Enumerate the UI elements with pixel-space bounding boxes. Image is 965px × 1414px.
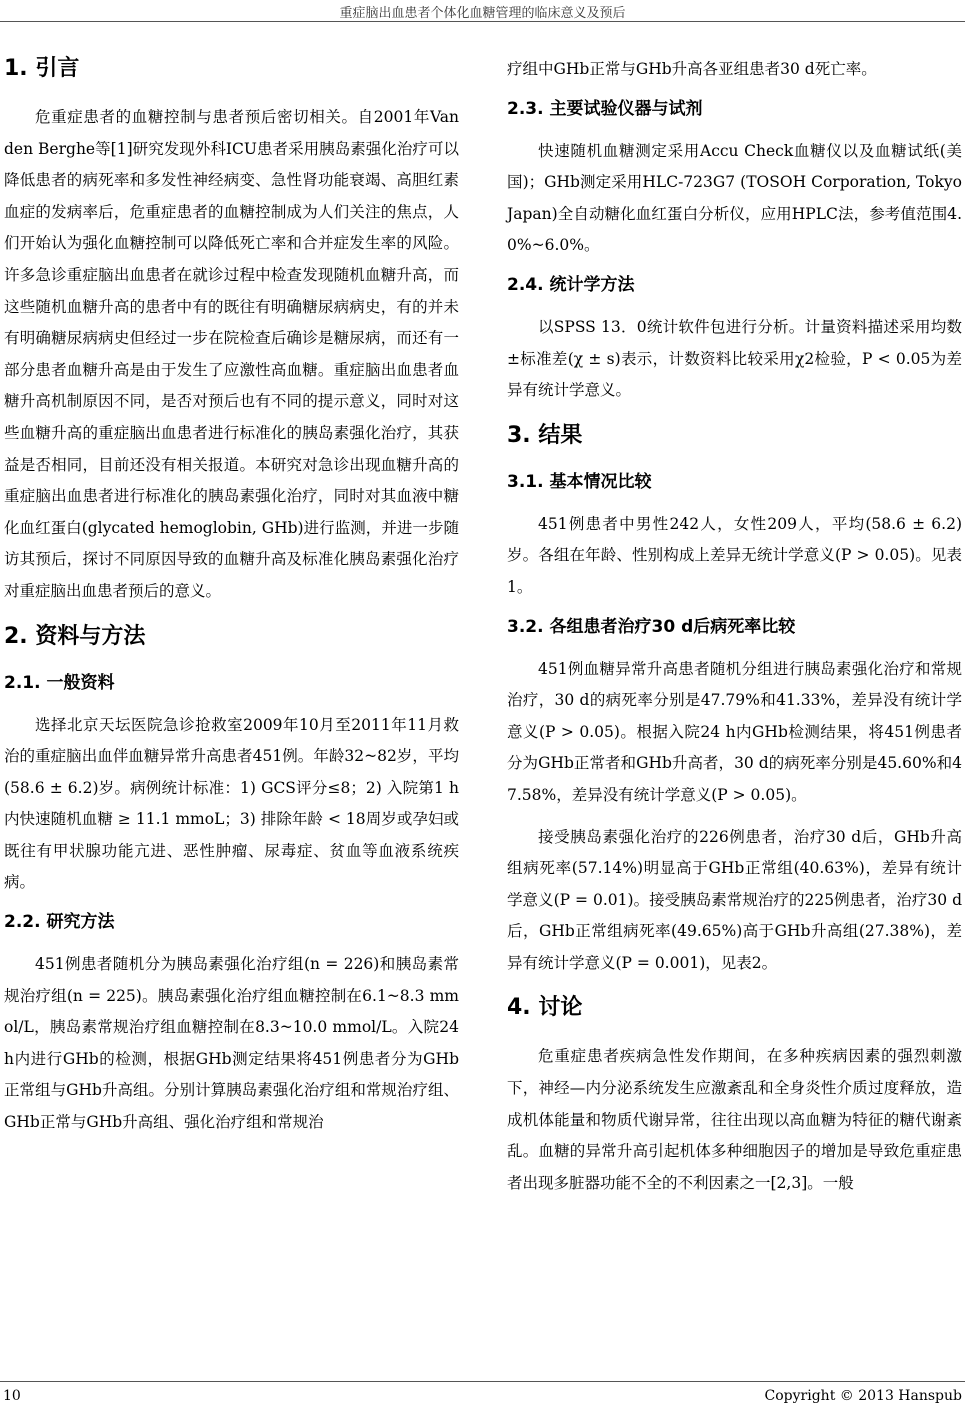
page-number: 10 [3,1388,21,1404]
footer-divider [0,1381,965,1382]
copyright-notice: Copyright © 2013 Hanspub [764,1388,962,1404]
section-2-heading: 2. 资料与方法 [4,623,146,649]
right-column [507,40,962,1209]
discussion-paragraph: 危重症患者疾病急性发作期间，在多种疾病因素的强烈刺激下，神经—内分泌系统发生应激紊乱和全身炎性介质过度释放，造成机体能量和物质代谢异常，往往出现以高血糖为特征的糖代谢紊乱。血糖的异常升高引起机体多种细胞因子的增加是导致危重症患者出现多脏器功能不全的不利因素之一[2,3]。一般 [507,1047,962,1192]
section-3-2-heading: 3.2. 各组患者治疗30 d后病死率比较 [507,616,796,637]
header-divider [0,21,965,22]
mortality-paragraph-2: 接受胰岛素强化治疗的226例患者，治疗30 d后，GHb升高组病死率(57.14%)明显高于GHb正常组(40.63%)，差异有统计学意义(P = 0.01)。接受胰岛素常规治疗的225例患者，治疗30 d后，GHb正常组病死率(49.65%)高于GHb升高组(27.38%)，差异有统计学意义(P = 0.001)，见表2。 [507,827,962,972]
general-data-paragraph: 选择北京天坛医院急诊抢救室2009年10月至2011年11月救治的重症脑出血伴血糖异常升高患者451例。年龄32~82岁，平均(58.6 ± 6.2)岁。病例统计标准：1) GCS评分≤8；2) 入院第1 h内快速随机血糖 ≥ 11.1 mmoL；3) 排除年龄 < 18周岁或孕妇或既往有甲状腺功能亢进、恶性肿瘤、尿毒症、贫血等血液系统疾病。 [4,715,459,892]
statistics-paragraph: 以SPSS 13．0统计软件包进行分析。计量资料描述采用均数±标准差(χ ± s)表示，计数资料比较采用χ2检验，P < 0.05为差异有统计学意义。 [507,317,962,400]
instruments-paragraph: 快速随机血糖测定采用Accu Check血糖仪以及血糖试纸(美国)；GHb测定采用HLC-723G7 (TOSOH Corporation, Tokyo Japan)全自动糖化血红蛋白分析仪，应用HPLC法，参考值范围4.0%~6.0%。 [507,141,962,255]
baseline-paragraph: 451例患者中男性242人，女性209人，平均(58.6 ± 6.2)岁。各组在年龄、性别构成上差异无统计学意义(P > 0.05)。见表1。 [507,514,962,596]
section-2-2-heading: 2.2. 研究方法 [4,912,115,933]
introduction-paragraph: 危重症患者的血糖控制与患者预后密切相关。自2001年Van den Berghe等[1]研究发现外科ICU患者采用胰岛素强化治疗可以降低患者的病死率和多发性神经病变、急性肾功能衰竭、高胆红素血症的发病率后，危重症患者的血糖控制成为人们关注的焦点，人们开始认为强化血糖控制可以降低死亡率和合并症发生率的风险。许多急诊重症脑出血患者在就诊过程中检查发现随机血糖升高，而这些随机血糖升高的患者中有的既往有明确糖尿病病史，有的并未有明确糖尿病病史但经过一步在院检查后确诊是糖尿病，而还有一部分患者血糖升高是由于发生了应激性高血糖。重症脑出血患者血糖升高机制原因不同，是否对预后也有不同的提示意义，同时对这些血糖升高的重症脑出血患者进行标准化的胰岛素强化治疗，其获益是否相同，目前还没有相关报道。本研究对急诊出现血糖升高的重症脑出血患者进行标准化的胰岛素强化治疗，同时对其血液中糖化血红蛋白(glycated hemoglobin, GHb)进行监测，并进一步随访其预后，探讨不同原因导致的血糖升高及标准化胰岛素强化治疗对重症脑出血患者预后的意义。 [4,108,459,600]
mortality-paragraph-1: 451例血糖异常升高患者随机分组进行胰岛素强化治疗和常规治疗，30 d的病死率分别是47.79%和41.33%，差异没有统计学意义(P > 0.05)。根据入院24 h内GHb检测结果，将451例患者分为GHb正常者和GHb升高者，30 d的病死率分别是45.60%和47.58%，差异没有统计学意义(P > 0.05)。 [507,659,962,804]
section-3-1-heading: 3.1. 基本情况比较 [507,471,652,492]
methods-paragraph: 451例患者随机分为胰岛素强化治疗组(n = 226)和胰岛素常规治疗组(n = 225)。胰岛素强化治疗组血糖控制在6.1~8.3 mmol/L，胰岛素常规治疗组血糖控制在8.3~10.0 mmol/L。入院24 h内进行GHb的检测，根据GHb测定结果将451例患者分为GHb正常组与GHb升高组。分别计算胰岛素强化治疗组和常规治疗组、GHb正常与GHb升高组、强化治疗组和常规治 [4,955,459,1132]
section-2-3-heading: 2.3. 主要试验仪器与试剂 [507,98,703,119]
methods-paragraph-continued: 疗组中GHb正常与GHb升高各亚组患者30 d死亡率。 [507,60,877,78]
running-header: 重症脑出血患者个体化血糖管理的临床意义及预后 [339,6,626,21]
section-2-1-heading: 2.1. 一般资料 [4,672,115,693]
section-3-heading: 3. 结果 [507,422,583,448]
left-column [4,40,459,1149]
section-1-heading: 1. 引言 [4,56,80,81]
section-2-4-heading: 2.4. 统计学方法 [507,274,635,295]
section-4-heading: 4. 讨论 [507,995,583,1021]
